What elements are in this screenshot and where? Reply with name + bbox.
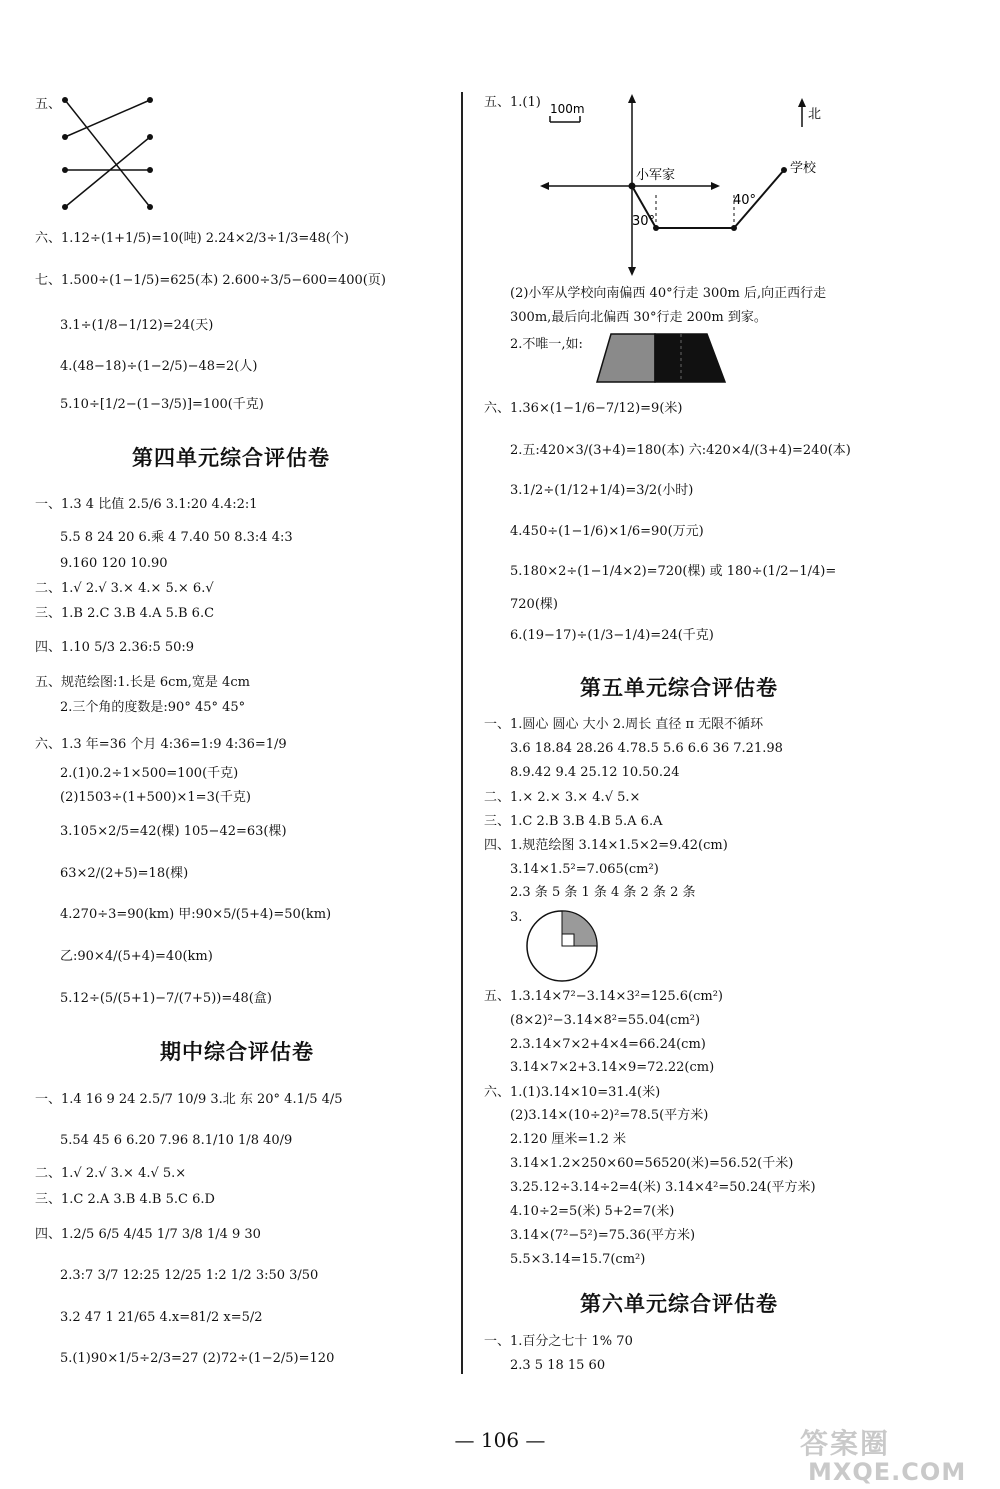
answer-line: 3.2 47 1 21/65 4.x=81/2 x=5/2 [60,1310,263,1325]
answer-line: 300m,最后向北偏西 30°行走 200m 到家。 [510,310,767,325]
answer-line: 2.三个角的度数是:90° 45° 45° [60,700,246,715]
school-label: 学校 [790,161,817,176]
answer-line: 3.1÷(1/8−1/12)=24(天) [60,318,214,333]
answer-line: 5.10÷[1/2−(1−3/5)]=100(千克) [60,397,264,412]
answer-line: 2.3 5 18 15 60 [510,1358,606,1373]
heading-unit-5: 第五单元综合评估卷 [580,676,778,700]
answer-line: 三、1.C 2.B 3.B 4.B 5.A 6.A [484,814,663,829]
route-map-figure [540,92,840,277]
answer-line: 二、1.√ 2.√ 3.× 4.× 5.× 6.√ [35,581,214,596]
answer-line: (2)小军从学校向南偏西 40°行走 300m 后,向正西行走 [510,286,827,301]
answer-line: 6.(19−17)÷(1/3−1/4)=24(千克) [510,628,714,643]
answer-line: 8.9.42 9.4 25.12 10.50.24 [510,765,680,780]
answer-line: 一、1.4 16 9 24 2.5/7 10/9 3.北 东 20° 4.1/5 4/5 [35,1092,343,1107]
matching-lines-figure [55,92,165,217]
answer-line: 四、1.2/5 6/5 4/45 1/7 3/8 1/4 9 30 [35,1227,261,1242]
answer-line: 5.12÷(5/(5+1)−7/(7+5))=48(盒) [60,991,272,1006]
answer-line: 3.1/2÷(1/12+1/4)=3/2(小时) [510,483,694,498]
answer-line: 六、1.3 年=36 个月 4:36=1:9 4:36=1/9 [35,737,287,752]
answer-line: 9.160 120 10.90 [60,556,168,571]
section-five-label: 五、 [35,97,62,112]
answer-line: 四、1.规范绘图 3.14×1.5×2=9.42(cm) [484,838,728,853]
answer-line: 3.6 18.84 28.26 4.78.5 5.6 6.6 36 7.21.98 [510,741,783,756]
answer-line: 五、规范绘图:1.长是 6cm,宽是 4cm [35,675,250,690]
answer-line: 一、1.圆心 圆心 大小 2.周长 直径 π 无限不循环 [484,717,764,732]
section-label: 五、1.(1) [484,95,541,110]
answer-line: 六、1.12÷(1+1/5)=10(吨) 2.24×2/3÷1/3=48(个) [35,231,349,246]
answer-line: 3.14×1.5²=7.065(cm²) [510,862,659,877]
heading-midterm: 期中综合评估卷 [160,1040,314,1064]
heading-unit-6: 第六单元综合评估卷 [580,1292,778,1316]
answer-line: 四、1.10 5/3 2.36:5 50:9 [35,640,195,655]
answer-line: 5.5×3.14=15.7(cm²) [510,1252,646,1267]
answer-line: 3.14×(7²−5²)=75.36(平方米) [510,1228,696,1243]
answer-line: 乙:90×4/(5+4)=40(km) [60,949,213,964]
answer-line: 2.不唯一,如: [510,337,583,352]
column-divider [461,92,463,1374]
scale-label: 100m [550,102,585,116]
answer-line: 4.270÷3=90(km) 甲:90×5/(5+4)=50(km) [60,907,332,922]
answer-line: (2)3.14×(10÷2)²=78.5(平方米) [510,1108,709,1123]
answer-line: (2)1503÷(1+500)×1=3(千克) [60,790,251,805]
answer-line: 4.(48−18)÷(1−2/5)−48=2(人) [60,359,258,374]
answer-line: 六、1.(1)3.14×10=31.4(米) [484,1085,661,1100]
answer-line: 六、1.36×(1−1/6−7/12)=9(米) [484,401,683,416]
answer-line: 3.25.12÷3.14÷2=4(米) 3.14×4²=50.24(平方米) [510,1180,816,1195]
answer-line: 七、1.500÷(1−1/5)=625(本) 2.600÷3/5−600=400(页) [35,273,386,288]
angle-30-label: 30° [632,214,656,229]
answer-line: 2.3:7 3/7 12:25 12/25 1:2 1/2 3:50 3/50 [60,1268,319,1283]
answer-line: 720(棵) [510,597,558,612]
answer-line: (8×2)²−3.14×8²=55.04(cm²) [510,1013,701,1028]
answer-line: 二、1.√ 2.√ 3.× 4.√ 5.× [35,1166,187,1181]
answer-line: 5.5 8 24 20 6.乘 4 7.40 50 8.3:4 4:3 [60,530,293,545]
page-number: — 106 — [454,1428,546,1452]
watermark-url: MXQE.COM [808,1458,967,1486]
answer-line: 五、1.3.14×7²−3.14×3²=125.6(cm²) [484,989,724,1004]
home-label: 小军家 [636,168,676,183]
answer-line: 一、1.3 4 比值 2.5/6 3.1:20 4.4:2:1 [35,497,258,512]
answer-line: 3.14×1.2×250×60=56520(米)=56.52(千米) [510,1156,794,1171]
answer-line: 5.180×2÷(1−1/4×2)=720(棵) 或 180÷(1/2−1/4)= [510,564,837,579]
trapezoid-figure [595,332,730,384]
answer-line: 4.10÷2=5(米) 5+2=7(米) [510,1204,675,1219]
answer-line: 5.(1)90×1/5÷2/3=27 (2)72÷(1−2/5)=120 [60,1351,335,1366]
answer-line: 2.120 厘米=1.2 米 [510,1132,627,1147]
circle-sector-figure [525,908,603,984]
answer-line: 5.54 45 6 6.20 7.96 8.1/10 1/8 40/9 [60,1133,293,1148]
answer-line: 4.450÷(1−1/6)×1/6=90(万元) [510,524,704,539]
answer-line: 三、1.B 2.C 3.B 4.A 5.B 6.C [35,606,215,621]
answer-line: 2.(1)0.2÷1×500=100(千克) [60,766,239,781]
answer-line: 一、1.百分之七十 1% 70 [484,1334,633,1349]
answer-line: 63×2/(2+5)=18(棵) [60,866,189,881]
answer-line: 二、1.× 2.× 3.× 4.√ 5.× [484,790,641,805]
north-label: 北 [808,107,822,122]
answer-line: 3.105×2/5=42(棵) 105−42=63(棵) [60,824,287,839]
heading-unit-4: 第四单元综合评估卷 [132,446,330,470]
angle-40-label: 40° [733,193,757,208]
answer-line: 2.3.14×7×2+4×4=66.24(cm) [510,1037,706,1052]
watermark-logo: 答案圈 [800,1427,891,1460]
answer-line: 3.14×7×2+3.14×9=72.22(cm) [510,1060,715,1075]
answer-line: 2.3 条 5 条 1 条 4 条 2 条 2 条 [510,885,696,900]
answer-line: 2.五:420×3/(3+4)=180(本) 六:420×4/(3+4)=240(本) [510,443,851,458]
answer-line: 三、1.C 2.A 3.B 4.B 5.C 6.D [35,1192,215,1207]
answer-line: 3. [510,910,523,925]
